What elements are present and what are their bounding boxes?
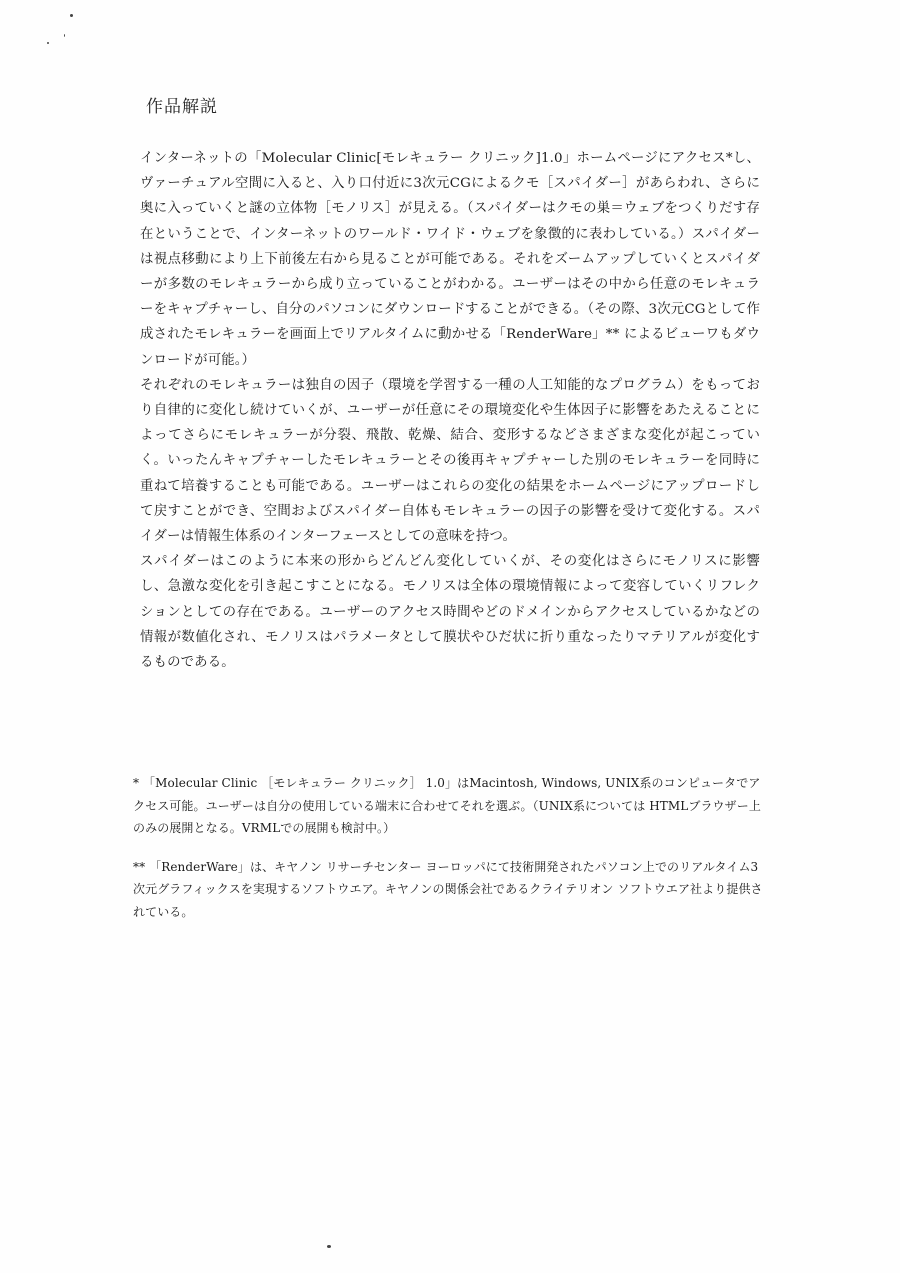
footnotes — [133, 772, 763, 923]
scan-speck — [47, 42, 49, 44]
scan-speck — [327, 1245, 331, 1248]
document-title: 作品解説 — [146, 97, 218, 117]
footnote: * 「Molecular Clinic ［モレキュラー クリニック］ 1.0」はMacintosh, Windows, UNIX系のコンピュータでアクセス可能。ユーザーは自分の使用している端末に合わせてそれを選ぶ。（UNIX系については HTMLブラウザー上のみの展開となる。VRMLでの展開も検討中。） — [133, 776, 761, 835]
footnote: ** 「RenderWare」は、キヤノン リサーチセンター ヨーロッパにて技術開発されたパソコン上でのリアルタイム3次元グラフィックスを実現するソフトウエア。キヤノンの関係会社であるクライテリオン ソフトウエア社より提供されている。 — [133, 859, 763, 919]
scan-speck — [70, 14, 73, 17]
body-paragraph: スパイダーはこのように本来の形からどんどん変化していくが、その変化はさらにモノリスに影響し、急激な変化を引き起こすことになる。モノリスは全体の環境情報によって変容していくリフレクションとしての存在である。ユーザーのアクセス時間やどのドメインからアクセスしているかなどの情報が数値化され、モノリスはパラメータとして膜状やひだ状に折り重なったりマテリアルが変化するものである。 — [140, 554, 760, 671]
body-paragraph: それぞれのモレキュラーは独自の因子（環境を学習する一種の人工知能的なプログラム）をもっており自律的に変化し続けていくが、ユーザーが任意にその環境変化や生体因子に影響をあたえることによってさらにモレキュラーが分裂、飛散、乾燥、結合、変形するなどさまざまな変化が起こっていく。いったんキャプチャーしたモレキュラーとその後再キャプチャーした別のモレキュラーを同時に重ねて培養することも可能である。ユーザーはこれらの変化の結果をホームページにアップロードして戻すことができ、空間およびスパイダー自体もモレキュラーの因子の影響を受けて変化する。スパイダーは情報生体系のインターフェースとしての意味を持つ。 — [140, 377, 760, 545]
body-paragraph: インターネットの「Molecular Clinic[モレキュラー クリニック]1.0」ホームページにアクセス*し、ヴァーチュアル空間に入ると、入り口付近に3次元CGによるクモ［スパイダー］があらわれ、さらに奥に入っていくと謎の立体物［モノリス］が見える。（スパイダーはクモの巣＝ウェブをつくりだす存在ということで、インターネットのワールド・ワイド・ウェブを象徴的に表わしている。）スパイダーは視点移動により上下前後左右から見ることが可能である。それをズームアップしていくとスパイダーが多数のモレキュラーから成り立っていることがわかる。ユーザーはその中から任意のモレキュラーをキャプチャーし、自分のパソコンにダウンロードすることができる。（その際、3次元CGとして作成されたモレキュラーを画面上でリアルタイムに動かせる「RenderWare」** によるビューワもダウンロードが可能。） — [140, 151, 760, 368]
document-body — [140, 146, 760, 675]
scan-speck — [64, 34, 65, 37]
